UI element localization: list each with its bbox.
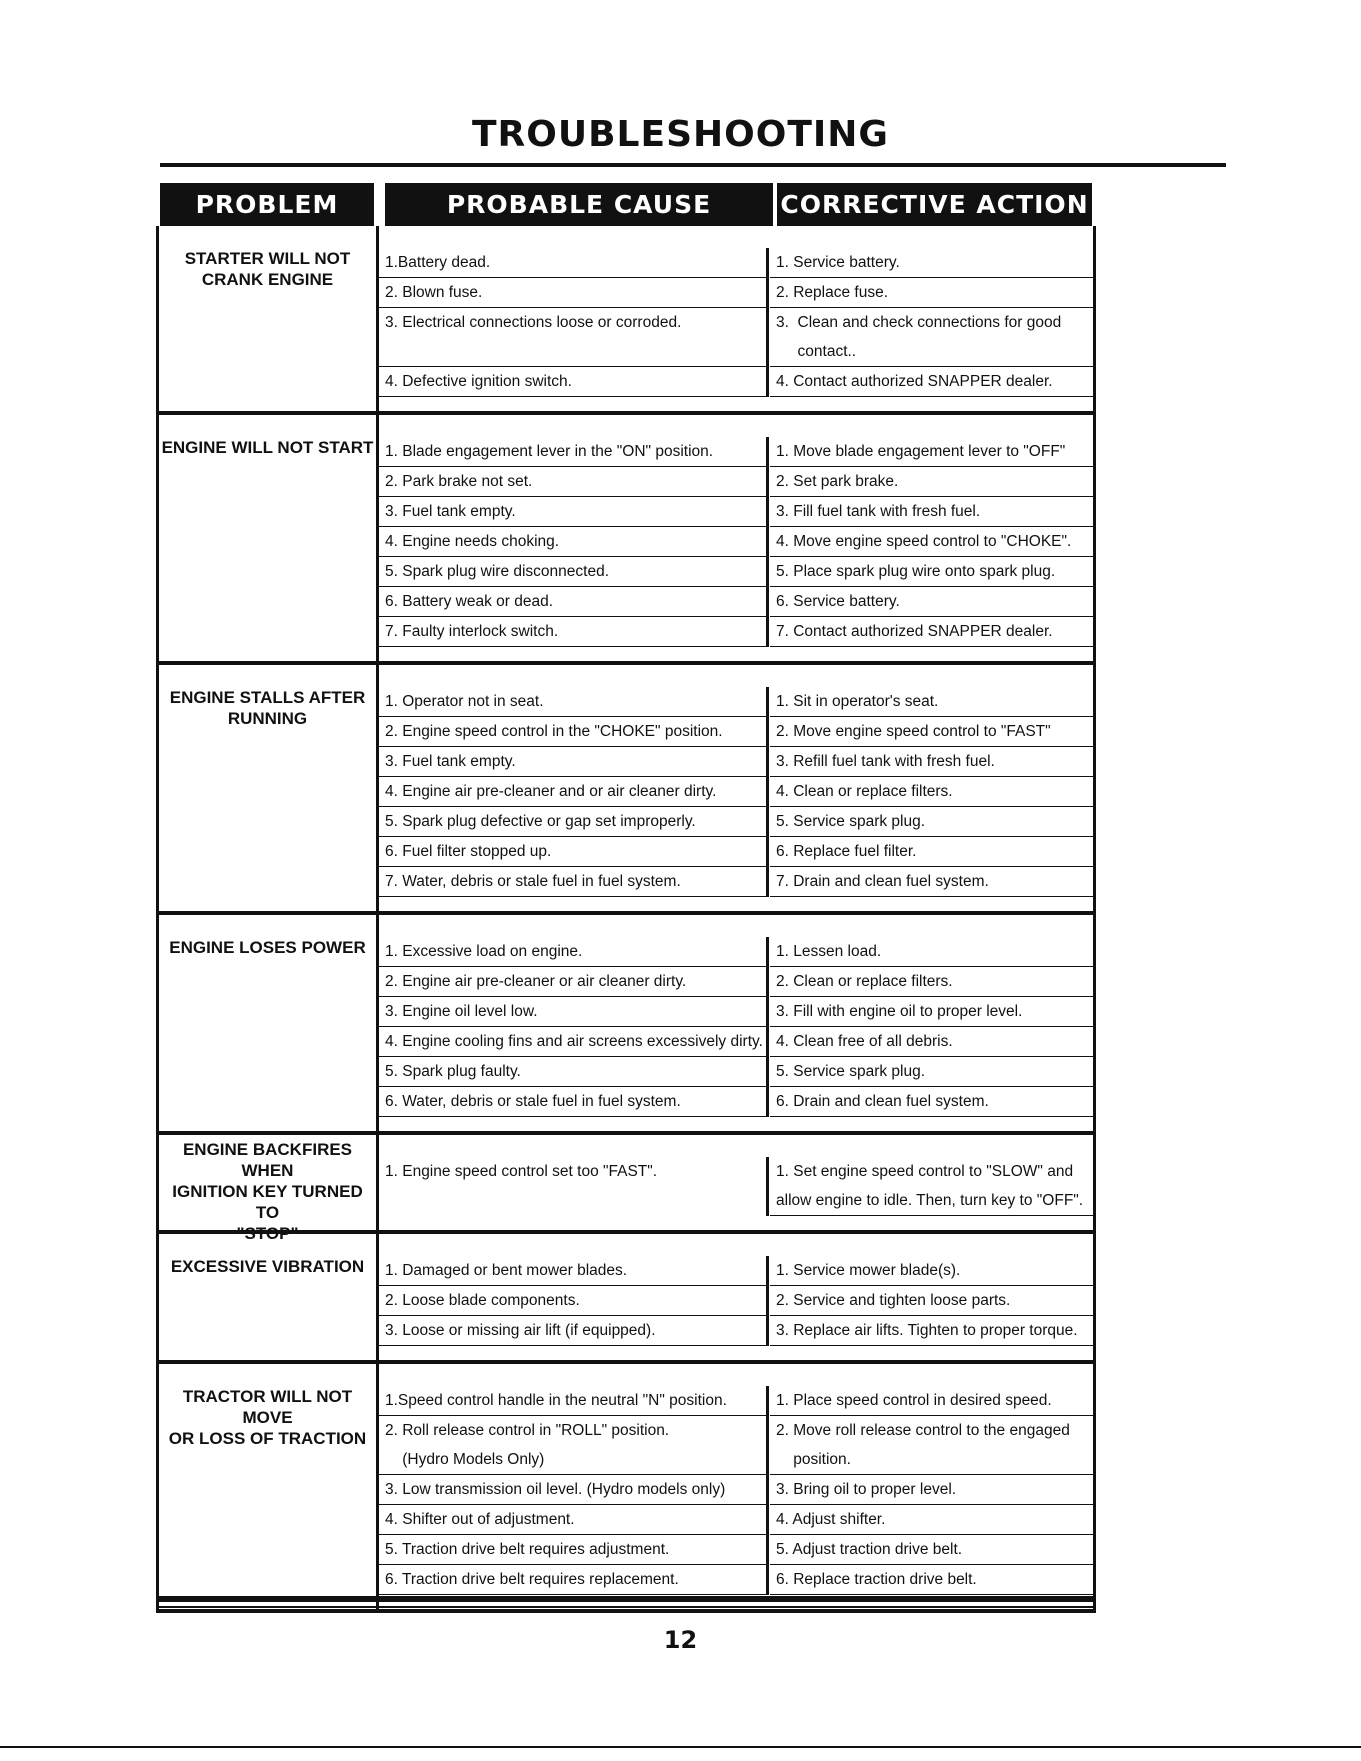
probable-cause-cell: 6. Traction drive belt requires replacement. [379,1565,766,1595]
table-row [379,937,1093,967]
problem-label [159,1234,379,1360]
header-corrective-action: CORRECTIVE ACTION [777,183,1092,226]
table-bottom-rule [156,1596,1096,1602]
corrective-action-cell: 1. Set engine speed control to "SLOW" and [776,1163,1074,1180]
table-row [379,747,1093,777]
table-row [379,1505,1093,1535]
probable-cause-cell: 6. Battery weak or dead. [379,587,766,617]
probable-cause-cell: 2. Engine air pre-cleaner or air cleaner dirty. [379,967,766,997]
table-row [379,687,1093,717]
probable-cause-cell: 6. Water, debris or stale fuel in fuel system. [379,1087,766,1117]
probable-cause-cell: 5. Spark plug faulty. [379,1057,766,1087]
page-title: TROUBLESHOOTING [472,114,889,155]
corrective-action-cell: allow engine to idle. Then, turn key to "OFF". [770,1186,1093,1216]
corrective-action-cell: 6. Drain and clean fuel system. [770,1087,1093,1117]
problem-label-line: RUNNING [227,709,308,728]
problem-section [156,1135,1096,1243]
problem-label [159,665,379,911]
problem-label-line: ENGINE BACKFIRES WHEN [182,1140,353,1180]
table-row [379,527,1093,557]
problem-label [159,1135,379,1243]
table-row [379,777,1093,807]
probable-cause-cell: 7. Faulty interlock switch. [379,617,766,647]
problem-label-line: EXCESSIVE VIBRATION [170,1257,365,1276]
table-row [379,1157,1093,1186]
table-row [379,1256,1093,1286]
table-row [379,1475,1093,1505]
probable-cause-cell: 4. Engine air pre-cleaner and or air cleaner dirty. [379,777,766,807]
corrective-action-cell: 5. Adjust traction drive belt. [770,1535,1093,1565]
corrective-action-cell: 6. Replace traction drive belt. [770,1565,1093,1595]
probable-cause-cell: 4. Defective ignition switch. [379,367,766,397]
problem-label [159,915,379,1131]
probable-cause-cell: 1.Battery dead. [379,248,766,278]
table-row [379,807,1093,837]
problem-section [156,1364,1096,1609]
probable-cause-cell: 3. Fuel tank empty. [379,747,766,777]
probable-cause-cell [379,337,766,367]
probable-cause-cell: (Hydro Models Only) [379,1445,766,1475]
problem-section [156,226,1096,411]
problem-label-line: STARTER WILL NOT [184,249,351,268]
table-bottom-rule-thin [156,1606,1096,1608]
page-footer-rule [0,1746,1361,1748]
table-row [379,587,1093,617]
table-row [379,967,1093,997]
corrective-action-cell: 2. Move engine speed control to "FAST" [770,717,1093,747]
problem-label-line: CRANK ENGINE [201,270,334,289]
table-row [379,1316,1093,1346]
corrective-action-cell: 2. Move roll release control to the engaged [776,1422,1070,1439]
probable-cause-cell: 6. Fuel filter stopped up. [379,837,766,867]
header-problem: PROBLEM [160,183,374,226]
probable-cause-cell: 5. Spark plug wire disconnected. [379,557,766,587]
corrective-action-cell: 1. Service mower blade(s). [770,1256,1093,1286]
probable-cause-cell: 2. Blown fuse. [379,278,766,308]
corrective-action-cell: 5. Service spark plug. [770,1057,1093,1087]
problem-label-line: "STOP" [236,1224,299,1243]
probable-cause-cell: 1. Excessive load on engine. [379,937,766,967]
table-row [379,1565,1093,1595]
problem-label [159,226,379,411]
corrective-action-cell: 1. Place speed control in desired speed. [770,1386,1093,1416]
probable-cause-cell: 2. Engine speed control in the "CHOKE" position. [379,717,766,747]
problem-label [159,415,379,661]
corrective-action-cell: contact.. [770,337,1093,367]
corrective-action-cell: 1. Move blade engagement lever to "OFF" [770,437,1093,467]
table-row [379,308,1093,337]
table-row [379,1445,1093,1475]
probable-cause-cell: 1. Blade engagement lever in the "ON" position. [379,437,766,467]
corrective-action-cell: 2. Set park brake. [770,467,1093,497]
probable-cause-cell: 3. Fuel tank empty. [379,497,766,527]
table-row [379,557,1093,587]
table-row [379,837,1093,867]
corrective-action-cell: 4. Clean free of all debris. [770,1027,1093,1057]
table-row [379,1386,1093,1416]
problem-label-line: TRACTOR WILL NOT MOVE [182,1387,353,1427]
probable-cause-cell: 2. Park brake not set. [379,467,766,497]
table-row [379,1087,1093,1117]
table-row [379,1535,1093,1565]
problem-label-line: OR LOSS OF TRACTION [168,1429,367,1448]
probable-cause-cell: 4. Shifter out of adjustment. [379,1505,766,1535]
section-divider [156,1609,1096,1613]
table-row [379,278,1093,308]
probable-cause-cell: 4. Engine cooling fins and air screens excessively dirty. [379,1027,766,1057]
probable-cause-cell: 1. Damaged or bent mower blades. [379,1256,766,1286]
problem-section [156,665,1096,911]
page-number: 12 [663,1626,698,1654]
probable-cause-cell: 4. Engine needs choking. [379,527,766,557]
corrective-action-cell: 7. Contact authorized SNAPPER dealer. [770,617,1093,647]
table-row [379,467,1093,497]
table-row [379,437,1093,467]
corrective-action-cell: 3. Refill fuel tank with fresh fuel. [770,747,1093,777]
table-row [379,1027,1093,1057]
problem-label-line: ENGINE LOSES POWER [169,938,366,957]
problem-section [156,415,1096,661]
corrective-action-cell: 2. Clean or replace filters. [770,967,1093,997]
table-row [379,248,1093,278]
problem-section [156,1234,1096,1360]
corrective-action-cell: position. [770,1445,1093,1475]
table-row [379,497,1093,527]
probable-cause-cell: 5. Traction drive belt requires adjustment. [379,1535,766,1565]
troubleshooting-table [156,226,1096,1613]
corrective-action-cell: 6. Service battery. [770,587,1093,617]
probable-cause-cell: 3. Low transmission oil level. (Hydro models only) [379,1475,766,1505]
corrective-action-cell: 3. Replace air lifts. Tighten to proper torque. [770,1316,1093,1346]
corrective-action-cell: 3. Fill with engine oil to proper level. [770,997,1093,1027]
probable-cause-cell: 1. Engine speed control set too "FAST". [385,1163,658,1180]
corrective-action-cell: 5. Place spark plug wire onto spark plug. [770,557,1093,587]
table-row [379,617,1093,647]
problem-section [156,915,1096,1131]
problem-label-line: ENGINE WILL NOT START [161,438,374,457]
corrective-action-cell: 4. Contact authorized SNAPPER dealer. [770,367,1093,397]
corrective-action-cell: 2. Service and tighten loose parts. [770,1286,1093,1316]
corrective-action-cell: 3. Bring oil to proper level. [770,1475,1093,1505]
corrective-action-cell: 1. Sit in operator's seat. [770,687,1093,717]
table-row [379,337,1093,367]
corrective-action-cell: 4. Move engine speed control to "CHOKE". [770,527,1093,557]
table-row [379,367,1093,397]
table-row [379,867,1093,897]
corrective-action-cell: 3. Clean and check connections for good [776,314,1062,331]
corrective-action-cell: 4. Clean or replace filters. [770,777,1093,807]
corrective-action-cell: 6. Replace fuel filter. [770,837,1093,867]
probable-cause-cell: 5. Spark plug defective or gap set improperly. [379,807,766,837]
corrective-action-cell: 1. Service battery. [770,248,1093,278]
probable-cause-cell: 3. Engine oil level low. [379,997,766,1027]
probable-cause-cell: 3. Electrical connections loose or corroded. [385,314,682,331]
problem-label-line: IGNITION KEY TURNED TO [172,1182,363,1222]
table-row [379,717,1093,747]
probable-cause-cell: 1.Speed control handle in the neutral "N" position. [379,1386,766,1416]
probable-cause-cell: 1. Operator not in seat. [379,687,766,717]
probable-cause-cell [379,1186,766,1216]
problem-label [159,1364,379,1609]
corrective-action-cell: 2. Replace fuse. [770,278,1093,308]
probable-cause-cell: 2. Roll release control in "ROLL" position. [385,1422,670,1439]
table-row [379,1057,1093,1087]
corrective-action-cell: 7. Drain and clean fuel system. [770,867,1093,897]
corrective-action-cell: 5. Service spark plug. [770,807,1093,837]
corrective-action-cell: 4. Adjust shifter. [770,1505,1093,1535]
problem-label-line: ENGINE STALLS AFTER [169,688,366,707]
corrective-action-cell: 3. Fill fuel tank with fresh fuel. [770,497,1093,527]
title-divider [160,163,1226,167]
table-row [379,1286,1093,1316]
header-probable-cause: PROBABLE CAUSE [385,183,773,226]
corrective-action-cell: 1. Lessen load. [770,937,1093,967]
table-row [379,1416,1093,1445]
table-row [379,997,1093,1027]
probable-cause-cell: 2. Loose blade components. [379,1286,766,1316]
table-row [379,1186,1093,1216]
probable-cause-cell: 7. Water, debris or stale fuel in fuel system. [379,867,766,897]
probable-cause-cell: 3. Loose or missing air lift (if equipped). [379,1316,766,1346]
